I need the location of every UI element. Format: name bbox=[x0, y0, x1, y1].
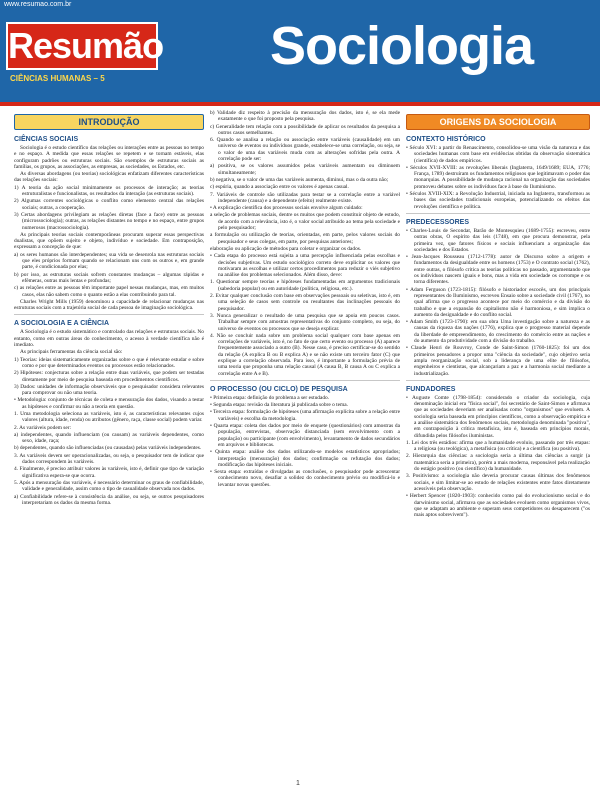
list-item: • Primeira etapa: definição do problema a ser estudado. bbox=[210, 394, 330, 401]
divider bbox=[406, 380, 590, 381]
list-item: c) espúria, quando a associação entre os valores é apenas casual. bbox=[210, 184, 349, 191]
list-item: c) Generalidade tem relação com a possibilidade de aplicar os resultados da pesquisa a outros casos semelhantes. bbox=[210, 123, 400, 136]
section-title-processo-pesquisa: O PROCESSO (OU CICLO) DE PESQUISA bbox=[210, 385, 348, 393]
page-number: 1 bbox=[296, 780, 300, 787]
section-title-predecessores: PREDECESSORES bbox=[406, 218, 470, 226]
list-item: • Quinta etapa: análise dos dados utilizando-se modelos estatísticos apropriados; interpretação (mensuração) dos dados; confirmação ou refutação dos dados; modificação das hipóteses iniciais. bbox=[210, 449, 400, 468]
paragraph: As principais ferramentas da ciência social são: bbox=[20, 349, 123, 356]
list-item: 6. Quando se analisa a relação ou associação entre variáveis (causalidade) em um universo de eventos ou indivíduos grande, estabelece-se uma correlação, ou seja, se o valor de uma das variáveis muda com as alterações sofridas pela outra. A correlação pode ser: bbox=[210, 137, 400, 163]
list-item: 2) Hipóteses: conjecturas sobre a relação entre duas variáveis, que podem ser testadas diretamente por meio de pesquisa baseada em procedimentos científicos. bbox=[14, 370, 204, 383]
column-origins bbox=[406, 110, 590, 790]
list-item: b) dependentes, quando são influenciadas (ou causadas) pelas variáveis independentes. bbox=[14, 445, 202, 452]
list-item: 1) A teoria da ação social minimamente os processos de interação; as teorias estruturalistas e funcionalistas, os resultados da interação (as estruturas sociais). bbox=[14, 184, 204, 198]
list-item: • Auguste Comte (1798-1854): considerado o criador da sociologia, cuja denominação inicial era "física social", foi secretário de Saint-Simon e afirmava que as sociedades deveriam ser analisadas como "organismos" que evoluem. A sociologia seria baseada em princípios científicos, como a observação empírica e a análise sistemática dos fenômenos sociais, metodologia denominada "positiva", em contraposição à crítica metafísica, isto é, baseada em princípios morais, difundida pelos filósofos iluministas. bbox=[406, 394, 590, 439]
list-item: • Metodologia: conjunto de técnicas de coleta e mensuração dos dados, visando a testar as hipóteses e confirmar ou não a teoria em questão. bbox=[14, 397, 204, 410]
list-item: elaboração ou aplicação de métodos para coletar e organizar os dados. bbox=[210, 245, 362, 252]
header-stripe bbox=[0, 102, 600, 106]
column-introduction bbox=[14, 110, 204, 790]
list-item: • Claude Henri de Rouvroy, Conde de Saint-Simon (1760-1825): foi um dos primeiros pensadores a propor uma "ciência da sociedade", cujo objetivo seria ampla reorganização social, sob a liderança de uma elite de filósofos, engenheiros e cientistas, que alcançariam a paz e a harmonia social mediante a industrialização. bbox=[406, 345, 590, 377]
list-item: 1) Teorias: ideias sistematicamente organizadas sobre o que é relevante estudar e sobre como e por que determinados eventos ou processos estão relacionados. bbox=[14, 356, 204, 369]
list-item: b) Validade diz respeito à precisão da mensuração dos dados, isto é, se ela mede exatamente o que foi proposto pela pesquisa. bbox=[210, 110, 400, 123]
banner-introducao: INTRODUÇÃO bbox=[14, 114, 204, 130]
divider bbox=[210, 380, 400, 381]
list-item: 5. Após a mensuração das variáveis, é necessário determinar os graus de confiabilidade, validade e generalidade, assim como o tipo de casualidade observada nos dados. bbox=[14, 479, 204, 493]
list-item: a formulação ou utilização de teorias, orientadas, em parte, pelos valores sociais do pesquisador e seus colegas, em parte, por pesquisas anteriores; bbox=[210, 232, 400, 245]
list-item: 4. Não se concluir nada sobre um problema social qualquer com base apenas em correlações de variáveis, isto é, no fato de que certo evento ou processo (A) aparece frequentemente associado a outro (B). Nesse caso, é preciso certificar-se do sentido da relação (A explica B ou B explica A) e se não existe um terceiro fator (C) que explique a correlação observada. Para isso, é importante a formulação prévia de uma teoria que proponha uma relação causal (A causa B, B causa A ou C explica a correlação entre A e B). bbox=[210, 332, 400, 377]
paragraph: Charles Wright Mills (1959) denominou a capacidade de relacionar mudanças nas estruturas sociais com a trajetória social de cada pessoa de imaginação sociológica. bbox=[14, 298, 204, 312]
paragraph: As principais teorias sociais contemporâneas procuram superar essas perspectivas dualistas, que opõem sujeito e objeto, indivíduo e sociedade. Em contraposição, expressam a concepção de que: bbox=[14, 231, 204, 251]
paragraph: As diversas abordagens (ou teorias) sociológicas enfatizam diferentes características das relações sociais: bbox=[14, 171, 204, 184]
section-title-ciencias-sociais: CIÊNCIAS SOCIAIS bbox=[14, 136, 79, 143]
list-item: • Segunda etapa: revisão da literatura já publicada sobre o tema. bbox=[210, 402, 348, 409]
page-header bbox=[0, 0, 600, 102]
list-item: 3. Positivismo: a sociologia não deveria procurar causas últimas dos fenômenos sociais, e sim limitar-se ao estudo de relações existentes entre fatos diretamente acessíveis pela observação. bbox=[406, 473, 590, 492]
banner-origens: ORIGENS DA SOCIOLOGIA bbox=[406, 114, 590, 130]
list-item: 2) Algumas correntes sociológicas o conflito como elemento central das relações sociais; outras, a cooperação. bbox=[14, 198, 204, 211]
list-item: 7. Variáveis de controle são utilizadas para testar se a correlação entre a variável independente (causa) e a dependente (efeito) realmente existe. bbox=[210, 191, 400, 204]
section-title-fundadores: FUNDADORES bbox=[406, 385, 456, 393]
list-item: 4. Finalmente, é preciso atribuir valores às variáveis, isto é, definir que tipo de variação significativa espera-se que ocorra. bbox=[14, 466, 204, 479]
list-item: 1. Questionar sempre teorias e hipóteses fundamentadas em argumentos tradicionais (sabedoria popular) ou em autoridade (política, religiosa, etc.). bbox=[210, 279, 400, 292]
list-item: • Jean-Jacques Rousseau (1712-1778): autor de Discurso sobre a origem e fundamentos da desigualdade entre os homens (1753) e O contrato social (1762), entre outras, o filósofo critica as teorias políticas no passado, argumentando que os indivíduos nascem iguais e bons, mas a vida em sociedade os corrompe e os torna diferentes. bbox=[406, 254, 590, 286]
list-item: 2. Hierarquia das ciências: a sociologia seria a última das ciências a surgir (a matemática seria a primeira), porém a mais moderna, responsável pela realização do estágio positivo (ou científico) da humanidade. bbox=[406, 453, 590, 473]
list-item: • A explicação científica dos processos sociais envolve algum cuidado: bbox=[210, 205, 363, 212]
list-item: c) as relações entre as pessoas têm importante papel nessas mudanças, mas, em muitos casos, elas não sabem como o quanto estão a elas contribuindo para tal. bbox=[14, 285, 204, 298]
list-item: 3) Dados: unidades de informação observáveis que o pesquisador considera relevantes para comprovar ou não uma teoria. bbox=[14, 383, 204, 397]
list-item: 1. Uma metodologia seleciona as variáveis, isto é, as características relevantes cujos valores (altura, idade, renda) ou atributos (gênero, raça, classe social) podem variar. bbox=[14, 410, 204, 424]
list-item: • Adam Ferguson (1723-1815): filósofo e historiador escocês, um dos principais representantes do Iluminismo, escreveu Ensaio sobre a sociedade civil (1767), no qual afirma que o progresso acontece por meio do comércio e da divisão do trabalho e que a expansão do capitalismo não é harmoniosa, e sim implica o aumento da desigualdade e do conflito social. bbox=[406, 286, 590, 318]
list-item: 3) Certas abordagens privilegiam as relações diretas (face a face) entre as pessoas (microssociologia); outras, as relações distantes no tempo e no espaço, entre grupos numerosos (macrossociologia). bbox=[14, 211, 204, 231]
section-title-sociologia-ciencia: A SOCIOLOGIA E A CIÊNCIA bbox=[14, 320, 110, 328]
list-item: b) negativa, se o valor de uma das variáveis aumenta, diminui, mas o da outra não; bbox=[210, 176, 389, 183]
list-item: a) positiva, se os valores assumidos pelas variáveis aumentam ou diminuem simultaneamente; bbox=[210, 163, 400, 176]
section-title-contexto-historico: CONTEXTO HISTÓRICO bbox=[406, 136, 486, 143]
content-page bbox=[0, 110, 600, 790]
column-middle bbox=[210, 110, 400, 790]
list-item: • Cada etapa do processo está sujeita a uma percepção influenciada pelas escolhas e decisões subjetivas. Um estudo sociológico correto deve explicitar os valores que motivaram as escolhas e utilizar certos procedimentos para reduzir o viés subjetivo na análise dos problemas selecionados. Além disso, deve: bbox=[210, 253, 400, 279]
list-item: 1. Lei dos três estádios: afirma que a humanidade evoluiu, passando por três etapas: a religiosa (ou teológica), a metafísica (ou crítica) e a científica (ou positiva). bbox=[406, 439, 590, 453]
list-item: a) independentes, quando influenciam (ou causam) as variáveis dependentes, como sexo, idade, raça; bbox=[14, 431, 204, 445]
list-item: • Terceira etapa: formulação de hipóteses (uma afirmação explícita sobre a relação entre variáveis) e escolha da metodologia. bbox=[210, 409, 400, 422]
list-item: • Século XVI: a partir do Renascimento, consolidou-se uma visão da natureza e das sociedades humanas com base em evidências obtidas da observação sistemática (científica) de dados empíricos. bbox=[406, 145, 590, 164]
divider bbox=[14, 314, 204, 315]
divider bbox=[406, 213, 590, 214]
list-item: • Herbert Spencer (1820-1903): conhecido como pai do evolucionismo social e do darwinismo social, afirmava que as sociedades evoluem como organismos vivos, que se adaptam ao ambiente e superam seus competidores ou desaparecem ("os mais aptos sobrevivem"). bbox=[406, 493, 590, 519]
list-item: 3. Nunca generalizar o resultado de uma pesquisa que se apoia em poucos casos. Trabalhar sempre com amostras representativas do conjunto completo, ou seja, do universo de eventos ou processos que se deseja explicar. bbox=[210, 312, 400, 332]
list-item: a) os seres humanos são interdependentes; sua vida se desenrola nas estruturas sociais que eles próprios formam quando se relacionam uns com os outros e, em grande parte, é condicionada por elas; bbox=[14, 251, 204, 271]
list-item: • Adam Smith (1723-1790): em sua obra Uma investigação sobre a natureza e as causas da riqueza das nações (1776), explica que o progresso material depende da liberdade de empreendimento, do crescimento do comércio entre as nações e do aumento da produtividade com a divisão do trabalho. bbox=[406, 319, 590, 345]
paragraph: A Sociologia é o estudo sistemático e controlado das relações e estruturas sociais. No entanto, como em outras áreas do conhecimento, o acesso à verdade científica não é imediato. bbox=[14, 329, 204, 349]
website-url[interactable]: www.resumao.com.br bbox=[4, 1, 72, 8]
brand-tag: CIÊNCIAS HUMANAS – 5 bbox=[10, 74, 105, 83]
list-item: • Quarta etapa: coleta dos dados por meio de enquete (questionários) com amostras da população, entrevistas, observação distanciada (sem envolvimento com a população) ou participante (com envolvimento), levantamento de dados secundários em arquivos e bibliotecas. bbox=[210, 423, 400, 448]
list-item: • Sexta etapa: extraídas e divulgadas as conclusões, o pesquisador pode acrescentar conhecimento novo, desafiar a solidez do conhecimento prévio ou modificá-lo e levantar novas questões. bbox=[210, 469, 400, 488]
list-item: • Charles-Louis de Secondat, Barão de Montesquieu (1689-1755): escreveu, entre outras obras, O espírito das leis (1748), em que procura demonstrar, pela primeira vez, que fatores físicos e sociais influenciam a organização das sociedades e dos Estados. bbox=[406, 227, 590, 253]
list-item: • Séculos XVIII-XIX: a Revolução Industrial, iniciada na Inglaterra, transformou as bases das sociedades tradicionais europeias, potencializando os efeitos das revoluções científica e política. bbox=[406, 191, 590, 210]
brand-name: Resumão bbox=[8, 25, 164, 66]
list-item: b) por isso, as estruturas sociais sofrem constantes mudanças – algumas rápidas e efêmeras, outras mais lentas e profundas; bbox=[14, 271, 204, 284]
brand-logo bbox=[6, 22, 164, 70]
list-item: 2. Evitar qualquer conclusão com base em observações pessoais ou seletivas, isto é, em uma seleção de casos sem controle ou resultantes das inclinações pessoais do pesquisador. bbox=[210, 293, 400, 312]
list-item: a) Confiabilidade refere-se à consistência da análise, ou seja, se outros pesquisadores interpretariam os dados da mesma forma. bbox=[14, 493, 204, 506]
page-title: Sociologia bbox=[270, 16, 534, 76]
paragraph: Sociologia é o estudo científico das relações ou interações entre as pessoas no tempo e no espaço. A medida que essas relações se repetem e se tornam estáveis, elas configuram padrões ou estruturas sociais. São exemplos de estruturas sociais as famílias, os grupos, as associações, as empresas, as sociedades, os Estados, etc. bbox=[14, 145, 204, 170]
list-item: a seleção de problemas sociais, dentre os muitos que podem constituir objeto de estudo, de acordo com a relevância, isto é, o valor social atribuído ao tema pela sociedade e pelo pesquisador; bbox=[210, 212, 400, 232]
list-item: • Séculos XVII-XVIII: as revoluções liberais (Inglaterra, 1649/1689; EUA, 1776; França, 1789) destruíram os fundamentos religiosos que legitimavam o poder das monarquias. A possibilidade de mudança racional na organização das sociedades promoveu debates sobre os indivíduos face à base do Iluminismo. bbox=[406, 164, 590, 190]
list-item: 2. As variáveis podem ser: bbox=[14, 424, 72, 431]
list-item: 3. As variáveis devem ser operacionalizadas, ou seja, o pesquisador tem de indicar que dados correspondem às variáveis. bbox=[14, 452, 204, 466]
